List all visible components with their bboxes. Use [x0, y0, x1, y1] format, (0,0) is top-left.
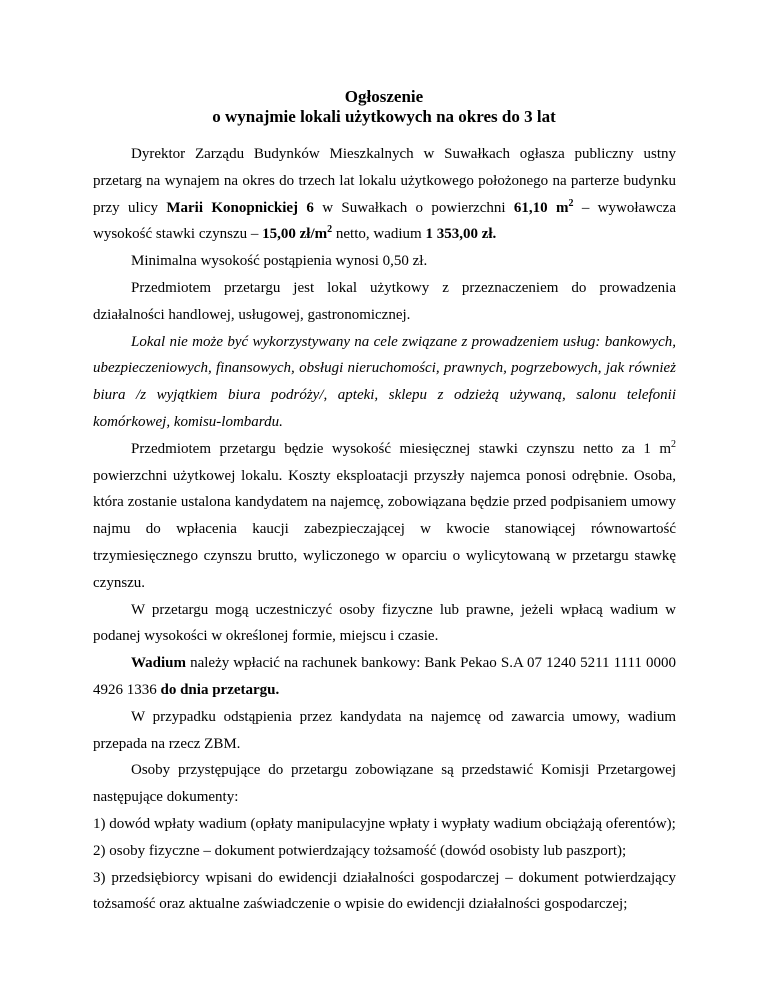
paragraph-min-increment: Minimalna wysokość postąpienia wynosi 0,50 zł.: [131, 253, 428, 270]
paragraph-withdrawal: W przypadku odstąpienia przez kandydata na najemcę od zawarcia umowy, wadium przepada na rzecz ZBM.: [93, 708, 676, 752]
list-item: 3) przedsiębiorcy wpisani do ewidencji działalności gospodarczej – dokument potwierdzający tożsamość oraz aktualne zaświadczenie o wpisie do ewidencji działalności gospodarczej;: [93, 869, 676, 913]
paragraph-rate-subject: Przedmiotem przetargu będzie wysokość miesięcznej stawki czynszu netto za 1 $m^2$ powierzchni użytkowej lokalu. Koszty eksploatacji przyszły najemca ponosi odrębnie. Osoba, która zostanie ustalona kandydatem na najemcę, zobowiązana będzie przed podpisaniem umowy najmu do wpłacenia kaucji zabezpieczającej w kwocie stanowiącej równowartość trzymiesięcznego czynszu brutto, wyliczonego w oparciu o wylicytowaną w przetargu stawkę czynszu.: [93, 438, 676, 591]
rate-value: 15,00 $zł/m^2$: [262, 224, 333, 243]
document-body: [93, 141, 676, 918]
deposit-value: 1 353,00 zł.: [425, 226, 497, 243]
street-address: Marii Konopnickiej 6: [166, 199, 314, 216]
document-subtitle: o wynajmie lokali użytkowych na okres do 3 lat: [212, 107, 556, 126]
list-item: 2) osoby fizyczne – dokument potwierdzający tożsamość (dowód osobisty lub paszport);: [93, 842, 627, 859]
paragraph-announcement: Dyrektor Zarządu Budynków Mieszkalnych w Suwałkach ogłasza publiczny ustny przetarg na wynajem na okres do trzech lat lokalu użytkowego położonego na parterze budynku przy ulicy Marii Konopnickiej 6 w Suwałkach o powierzchni 61,10 $m^2$ – wywoławcza wysokość stawki czynszu – 15,00 $zł/m^2$ netto, wadium 1 353,00 zł.: [93, 146, 676, 243]
paragraph-participants: W przetargu mogą uczestniczyć osoby fizyczne lub prawne, jeżeli wpłacą wadium w podanej wysokości w określonej formie, miejscu i czasie.: [93, 601, 676, 645]
document-title: Ogłoszenie: [344, 87, 424, 106]
list-item: 1) dowód wpłaty wadium (opłaty manipulacyjne wpłaty i wypłaty wadium obciążają oferentów);: [93, 815, 676, 832]
paragraph-subject: Przedmiotem przetargu jest lokal użytkowy z przeznaczeniem do prowadzenia działalności handlowej, usługowej, gastronomicznej.: [93, 279, 676, 323]
paragraph-restrictions: Lokal nie może być wykorzystywany na cele związane z prowadzeniem usług: bankowych, ubezpieczeniowych, finansowych, obsługi nieruchomości, prawnych, pogrzebowych, jak również biura /z wyjątkiem biura podróży/, apteki, sklepu z odzieżą używaną, salonu telefonii komórkowej, komisu-lombardu.: [93, 333, 676, 430]
area-value: 61,10 $m^2$: [513, 197, 574, 216]
paragraph-deposit-payment: Wadium należy wpłacić na rachunek bankowy: Bank Pekao S.A 07 1240 5211 1111 0000 4926 1336 do dnia przetargu.: [93, 655, 676, 698]
paragraph-documents: Osoby przystępujące do przetargu zobowiązane są przedstawić Komisji Przetargowej następujące dokumenty:: [93, 762, 676, 806]
